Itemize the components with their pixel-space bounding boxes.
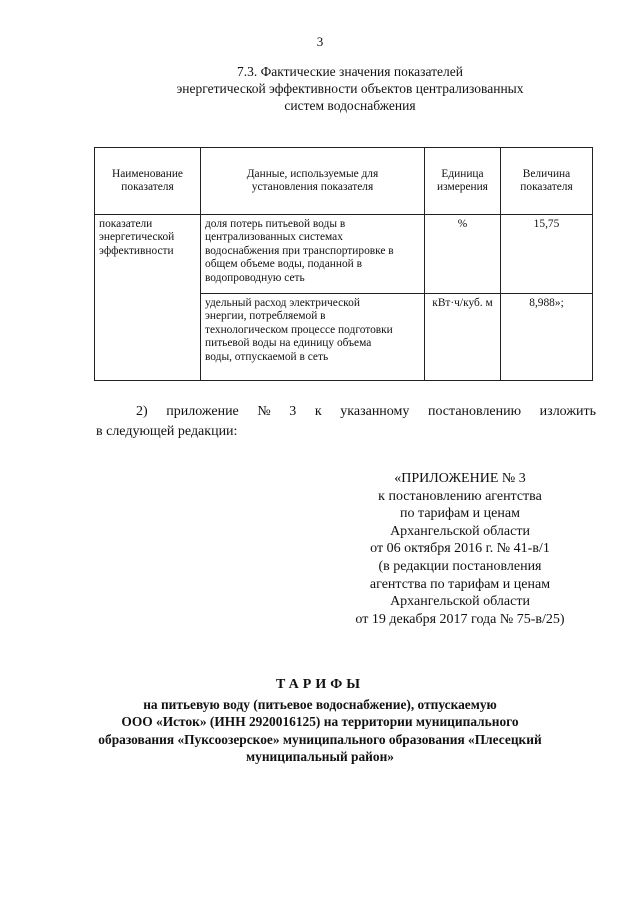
tariffs-line: ООО «Исток» (ИНН 2920016125) на территории муниципального bbox=[121, 714, 519, 729]
value-cell: 8,988»; bbox=[501, 294, 593, 381]
group-label-cell bbox=[95, 215, 201, 381]
description-line: общем объеме воды, поданной в bbox=[205, 258, 362, 271]
tariffs-line: муниципальный район» bbox=[246, 749, 394, 764]
header-text: измерения bbox=[437, 181, 488, 193]
appendix-line: от 06 октября 2016 г. № 41-в/1 bbox=[370, 541, 550, 557]
value-cell: 15,75 bbox=[501, 215, 593, 294]
paragraph-line: в следующей редакции: bbox=[96, 424, 238, 439]
data-description-cell bbox=[201, 294, 425, 381]
paragraph-word: постановлению bbox=[427, 404, 522, 419]
section-title-line: 7.3. Фактические значения показателей bbox=[236, 64, 463, 79]
appendix-header bbox=[330, 470, 590, 628]
paragraph-word: № bbox=[257, 404, 271, 419]
description-line: удельный расход электрической bbox=[205, 297, 360, 309]
description-line: воды, отпускаемой в сеть bbox=[205, 350, 329, 363]
section-title-line: систем водоснабжения bbox=[284, 98, 416, 113]
paragraph-word: приложение bbox=[166, 404, 239, 419]
tariffs-heading: ТАРИФЫ bbox=[276, 677, 364, 692]
paragraph-word: 3 bbox=[289, 404, 297, 419]
header-text: Единица bbox=[441, 167, 484, 180]
tariffs-title-block bbox=[60, 676, 580, 766]
header-text: Величина bbox=[522, 167, 571, 180]
description-line: водопроводную сеть bbox=[205, 271, 305, 284]
paragraph-word: 2) bbox=[136, 404, 148, 419]
header-unit bbox=[425, 148, 501, 215]
description-line: водоснабжения при транспортировке в bbox=[205, 244, 394, 257]
unit-cell: кВт·ч/куб. м bbox=[425, 294, 501, 381]
description-line: технологическом процессе подготовки bbox=[205, 323, 393, 336]
appendix-line: (в редакции постановления bbox=[378, 558, 542, 574]
appendix-line: агентства по тарифам и ценам bbox=[369, 576, 551, 592]
unit-cell: % bbox=[425, 215, 501, 294]
header-text: показателя bbox=[121, 181, 174, 193]
section-title-line: энергетической эффективности объектов централизованных bbox=[176, 81, 524, 96]
page-number: 3 bbox=[316, 34, 324, 49]
header-data-used bbox=[201, 148, 425, 215]
appendix-line: к постановлению агентства bbox=[378, 488, 542, 504]
paragraph-word: к bbox=[314, 404, 322, 419]
section-title bbox=[100, 63, 600, 114]
table-header-row bbox=[95, 148, 593, 215]
header-text: Наименование bbox=[112, 167, 183, 180]
group-label-line: эффективности bbox=[99, 244, 174, 257]
tariffs-line: на питьевую воду (питьевое водоснабжение), отпускаемую bbox=[143, 696, 497, 712]
appendix-line: от 19 декабря 2017 года № 75-в/25) bbox=[355, 611, 565, 627]
header-text: показателя bbox=[520, 181, 573, 193]
header-indicator-name bbox=[95, 148, 201, 215]
appendix-line: по тарифам и ценам bbox=[400, 506, 520, 522]
appendix-line: Архангельской области bbox=[390, 594, 530, 610]
description-line: централизованных системах bbox=[205, 231, 343, 244]
appendix-line: «ПРИЛОЖЕНИЕ № 3 bbox=[394, 471, 526, 486]
header-value bbox=[501, 148, 593, 215]
table-row bbox=[95, 215, 593, 294]
paragraph-line bbox=[96, 402, 596, 422]
description-line: энергии, потребляемой в bbox=[205, 310, 326, 323]
header-text: установления показателя bbox=[251, 181, 374, 193]
description-line: доля потерь питьевой воды в bbox=[205, 218, 346, 230]
paragraph-word: указанному bbox=[340, 404, 410, 419]
data-description-cell bbox=[201, 215, 425, 294]
description-line: питьевой воды на единицу объема bbox=[205, 337, 372, 350]
group-label-line: энергетической bbox=[99, 231, 175, 244]
indicators-table bbox=[94, 147, 593, 381]
appendix-line: Архангельской области bbox=[390, 523, 530, 539]
paragraph-word: изложить bbox=[539, 404, 596, 419]
header-text: Данные, используемые для bbox=[246, 167, 379, 180]
group-label-line: показатели bbox=[99, 218, 153, 230]
amendment-paragraph bbox=[96, 402, 596, 442]
tariffs-line: образования «Пуксоозерское» муниципального образования «Плесецкий bbox=[98, 731, 542, 747]
